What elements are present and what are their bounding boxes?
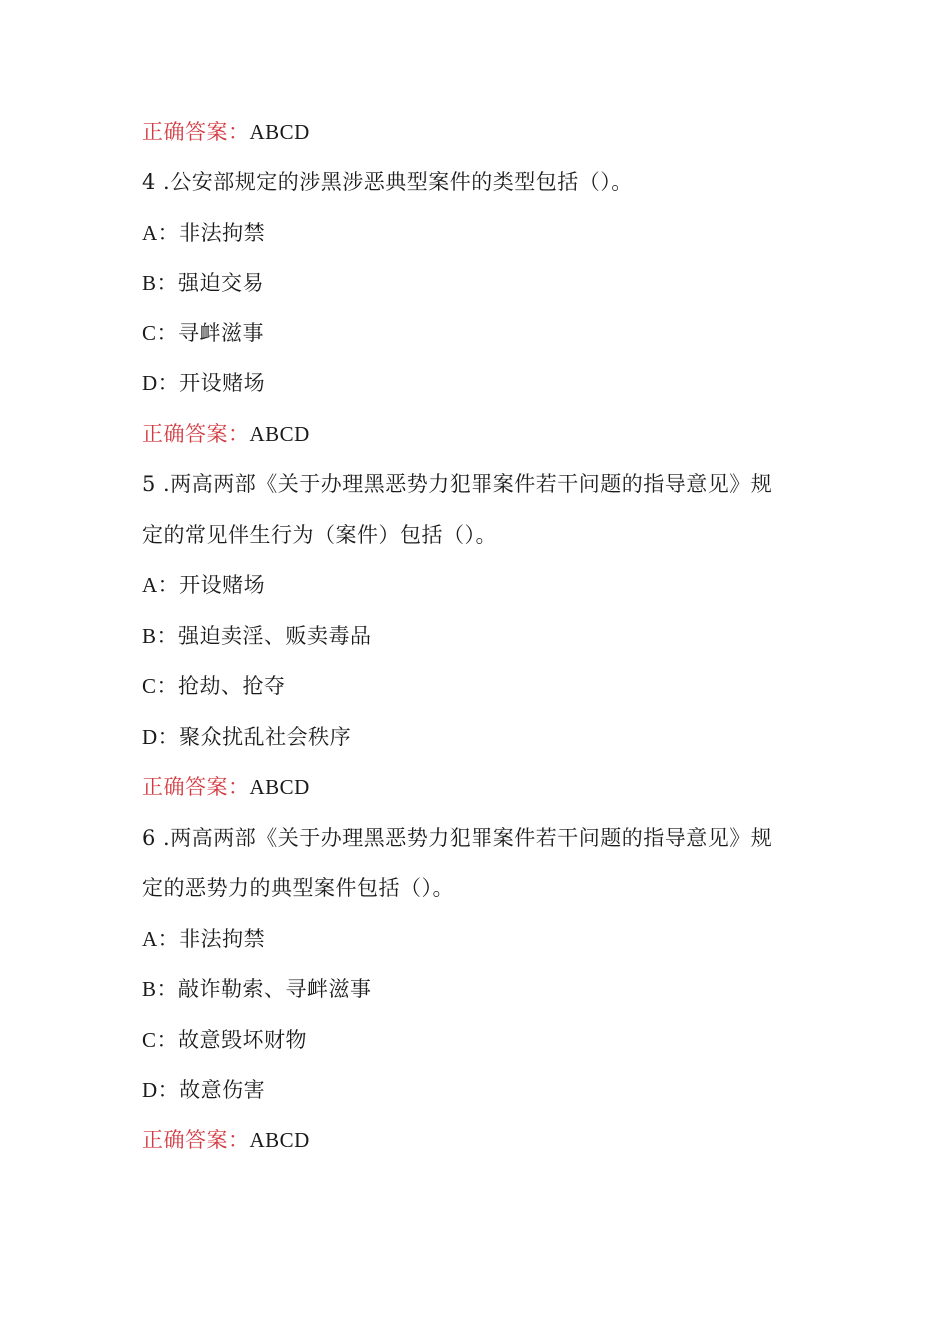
- option-letter: B：: [142, 977, 179, 1001]
- option-text: 开设赌场: [179, 371, 266, 395]
- answer-label: 正确答案：: [142, 422, 250, 446]
- answer-line-q4: [142, 419, 310, 449]
- option-letter: C：: [142, 674, 179, 698]
- q4-option-a: [142, 218, 265, 248]
- q6-option-b: [142, 974, 372, 1004]
- option-letter: C：: [142, 1028, 179, 1052]
- option-text: 强迫卖淫、贩卖毒品: [178, 624, 372, 648]
- question-6-text-line-1: 6 .两高两部《关于办理黑恶势力犯罪案件若干问题的指导意见》规: [142, 826, 773, 850]
- option-text: 敲诈勒索、寻衅滋事: [178, 977, 372, 1001]
- option-letter: C：: [142, 321, 179, 345]
- answer-label: 正确答案：: [142, 775, 250, 799]
- option-text: 故意伤害: [179, 1078, 266, 1102]
- answer-value: ABCD: [249, 120, 310, 144]
- q4-option-b: [142, 268, 264, 298]
- question-6-text-line-2: 定的恶势力的典型案件包括（）。: [142, 876, 454, 900]
- question-4-text: 4 .公安部规定的涉黑涉恶典型案件的类型包括（）。: [142, 170, 633, 194]
- option-text: 抢劫、抢夺: [178, 674, 286, 698]
- option-text: 聚众扰乱社会秩序: [179, 725, 352, 749]
- answer-value: ABCD: [249, 1128, 310, 1152]
- option-text: 非法拘禁: [179, 927, 266, 951]
- option-letter: A：: [142, 221, 180, 245]
- q5-option-a: [142, 570, 265, 600]
- answer-value: ABCD: [249, 775, 310, 799]
- answer-line-q5: [142, 772, 310, 802]
- option-letter: D：: [142, 725, 180, 749]
- answer-value: ABCD: [249, 422, 310, 446]
- answer-line-q3: [142, 117, 310, 147]
- answer-label: 正确答案：: [142, 120, 250, 144]
- q4-option-c: [142, 318, 264, 348]
- option-letter: B：: [142, 624, 179, 648]
- option-text: 非法拘禁: [179, 221, 266, 245]
- option-text: 故意毁坏财物: [178, 1028, 308, 1052]
- question-5-text-line-1: 5 .两高两部《关于办理黑恶势力犯罪案件若干问题的指导意见》规: [142, 472, 773, 496]
- option-letter: B：: [142, 271, 179, 295]
- option-letter: A：: [142, 573, 180, 597]
- question-5-text-line-2: 定的常见伴生行为（案件）包括（）。: [142, 523, 497, 547]
- option-text: 寻衅滋事: [178, 321, 265, 345]
- answer-label: 正确答案：: [142, 1128, 250, 1152]
- option-text: 开设赌场: [179, 573, 266, 597]
- option-letter: D：: [142, 1078, 180, 1102]
- q6-option-d: [142, 1075, 265, 1105]
- option-letter: A：: [142, 927, 180, 951]
- option-text: 强迫交易: [178, 271, 265, 295]
- q6-option-a: [142, 924, 265, 954]
- answer-line-q6: [142, 1125, 310, 1155]
- q5-option-c: [142, 671, 286, 701]
- option-letter: D：: [142, 371, 180, 395]
- q4-option-d: [142, 368, 265, 398]
- q5-option-b: [142, 621, 372, 651]
- q6-option-c: [142, 1025, 307, 1055]
- q5-option-d: [142, 722, 351, 752]
